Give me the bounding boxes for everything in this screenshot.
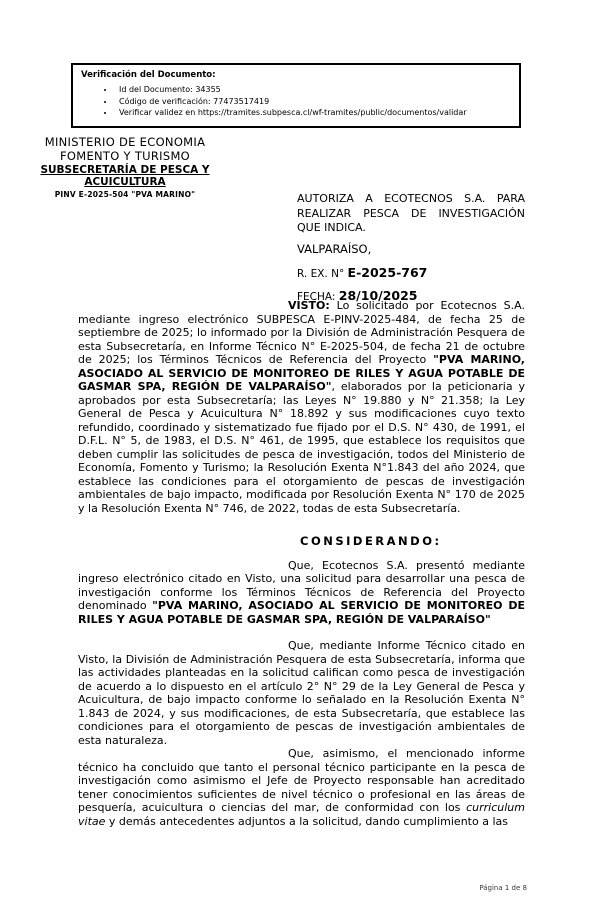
ministry-name-line2: FOMENTO Y TURISMO: [59, 148, 191, 163]
text-run: Que, Ecotecnos S.A. presentó mediante ingreso electrónico citado en Visto, una solicitud para desarrollar una pesca de investigación conforme los Términos Técnicos de Referencia del Proyecto denominado: [78, 558, 525, 612]
verification-box: [71, 63, 521, 128]
letterhead: [14, 136, 236, 199]
visto-paragraph: [78, 299, 525, 515]
resolution-header: [297, 192, 525, 303]
resolution-number-line: [297, 265, 525, 280]
italic-text-run: curriculum vitae: [78, 801, 525, 828]
bold-text-run: "PVA MARINO, ASOCIADO AL SERVICIO DE MONITOREO DE RILES Y AGUA POTABLE DE GASMAR SPA, REGIÓN DE VALPARAÍSO": [78, 353, 525, 393]
text-run: Que, asimismo, el mencionado informe técnico ha concluido que tanto el personal técnico participante en la pesca de investigación como asimismo el Jefe de Proyecto responsable han acreditado tener conocimientos suficientes de nivel técnico o profesional en las áreas de pesquería, acuicultura o ciencias del mar, de conformidad con los: [78, 747, 525, 814]
rex-number: E-2025-767: [347, 264, 428, 280]
ministry-name-line1: MINISTERIO DE ECONOMIA: [44, 135, 206, 149]
resolution-title: AUTORIZA A ECOTECNOS S.A. PARA REALIZAR PESCA DE INVESTIGACIÓN QUE INDICA.: [297, 192, 525, 234]
date-label: FECHA:: [297, 290, 339, 303]
verification-item: • Código de verificación: 77473517419: [115, 96, 511, 108]
considerando-heading: CONSIDERANDO:: [300, 534, 442, 548]
text-run: , elaborados por la peticionaria y aprobados por esta Subsecretaría; las Leyes N° 19.880 y N° 21.358; la Ley General de Pesca y Acuicultura N° 18.892 y sus modificaciones cuyo texto refundido, coordinado y sistematizado fue fijado por el D.S. N° 430, de 1991, el D.F.L. N° 5, de 1983, el D.S. N° 461, de 1995, que establece los requisitos que deben cumplir las solicitudes de pesca de investigación, todos del Ministerio de Economía, Fomento y Turismo; la Resolución Exenta N°1.843 del año 2024, que establece las condiciones para el otorgamiento de pescas de investigación ambientales de bajo impacto, modificada por Resolución Exenta N° 170 de 2025 y la Resolución Exenta N° 746, de 2022, todas de esta Subsecretaría.: [78, 380, 525, 515]
considerando-paragraph-1: [78, 559, 525, 627]
rex-label: R. EX. N°: [297, 267, 348, 280]
page-number: Página 1 de 8: [479, 884, 527, 892]
bold-text-run: VISTO:: [288, 299, 330, 312]
text-run: Lo solicitado por Ecotecnos S.A. mediante ingreso electrónico SUBPESCA E-PINV-2025-484, de fecha 25 de septiembre de 2025; lo informado por la División de Administración Pesquera de esta Subsecretaría, en Informe Técnico N° E-2025-504, de fecha 21 de octubre de 2025; los Términos Técnicos de Referencia del Proyecto: [78, 299, 525, 366]
bold-text-run: "PVA MARINO, ASOCIADO AL SERVICIO DE MONITOREO DE RILES Y AGUA POTABLE DE GASMAR SPA, REGIÓN DE VALPARAÍSO": [78, 599, 525, 626]
project-reference: PINV E-2025-504 "PVA MARINO": [54, 190, 196, 199]
text-run: y demás antecedentes adjuntos a la solicitud, dando cumplimiento a las: [105, 814, 508, 828]
considerando-paragraph-3: [78, 747, 525, 828]
city-line: VALPARAÍSO,: [297, 241, 372, 256]
verification-item: • Id del Documento: 34355: [115, 84, 511, 96]
document-body: [78, 299, 525, 828]
verification-title: Verificación del Documento:: [81, 70, 216, 80]
verification-list: [115, 84, 511, 119]
considerando-paragraph-2: [78, 639, 525, 747]
subsecretaria-name: SUBSECRETARÍA DE PESCA Y ACUICULTURA: [40, 164, 210, 188]
date-value: 28/10/2025: [338, 287, 418, 303]
text-run: Que, mediante Informe Técnico citado en Visto, la División de Administración Pesquera de esta Subsecretaría, informa que las actividades planteadas en la solicitud califican como pesca de investigación de acuerdo a lo dispuesto en el artículo 2° N° 29 de la Ley General de Pesca y Acuicultura, de bajo impacto conforme lo señalado en la Resolución Exenta N° 1.843 de 2024, y sus modificaciones, de esta Subsecretaría, que establece las condiciones para el otorgamiento de pescas de investigación ambientales de esta naturaleza.: [78, 639, 525, 747]
verification-item: • Verificar validez en https://tramites.subpesca.cl/wf-tramites/public/documentos/validar: [115, 107, 511, 119]
